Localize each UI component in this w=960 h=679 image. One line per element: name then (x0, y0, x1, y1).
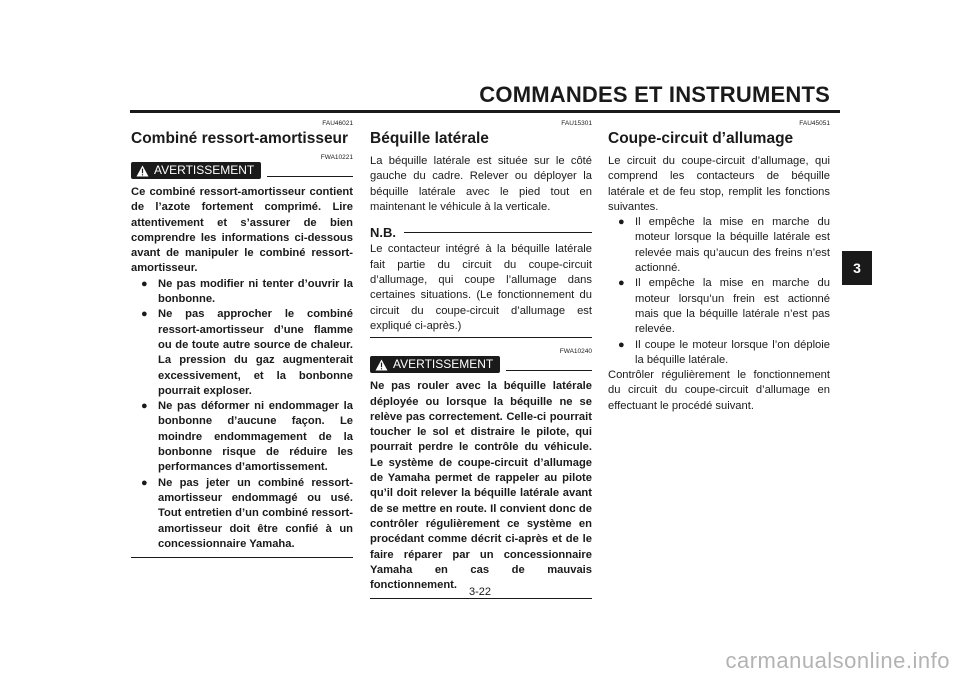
warning-text: Ne pas rouler avec la béquille latérale déployée ou lorsque la béquille ne se relève pas correctement. Celle-ci pourrait toucher le sol et distraire le pilote, qui pourrait perdre le contrôle du véhicule. Le système de coupe-circuit d’allumage de Yamaha permet de rappeler au pilote qu’il doit relever la béquille latérale avant de se mettre en route. Il convient donc de contrôler régulièrement ce système en procédant comme décrit ci-après et de le faire réparer par un concessionnaire Yamaha en cas de mauvais fonctionnement. (370, 380, 592, 592)
warning-code: FWA10240 (559, 348, 592, 356)
reference-code: FAU45051 (799, 120, 830, 127)
list-item: ● Il empêche la mise en marche du moteur lorsque la béquille latérale est relevée mais qu’aucun des freins n’est actionné. (618, 215, 830, 276)
reference-code: FAU46021 (322, 120, 353, 127)
warning-rule (267, 176, 353, 177)
warning-badge (370, 356, 500, 373)
list-item: ● Ne pas jeter un combiné ressort-amortisseur endommagé ou usé. Tout entretien d’un combiné ressort-amortisseur doit être confié à un concessionnaire Yamaha. (141, 476, 353, 552)
list-item: ● Ne pas approcher le combiné ressort-amortisseur d’une flamme ou de toute autre source de chaleur. La pression du gaz augmenterait excessivement, et la bonbonne pourrait exploser. (141, 307, 353, 399)
section-heading: Combiné ressort-amortisseur (131, 130, 349, 147)
function-list (608, 215, 830, 368)
list-item: ● Il empêche la mise en marche du moteur lorsqu’un frein est actionné mais que la béquille latérale n’est pas relevée. (618, 276, 830, 337)
column-ignition-cut-off (608, 120, 830, 414)
warning-text: Ce combiné ressort-amortisseur contient de l’azote fortement comprimé. Lire attentivement et s’assurer de bien comprendre les informations ci-dessous avant de manipuler le combiné ressort-amortisseur. (131, 186, 353, 275)
warning-list (131, 277, 353, 552)
page-section-title: COMMANDES ET INSTRUMENTS (479, 82, 830, 107)
warning-header (131, 154, 353, 179)
warning-rule (506, 370, 592, 371)
note-end-rule (370, 337, 592, 338)
list-item: ● Ne pas déformer ni endommager la bonbonne d’aucune façon. Le moindre endommagement de la bonbonne risque de réduire les performances d’amortissement. (141, 399, 353, 475)
body-paragraph: Contrôler régulièrement le fonctionnement du circuit du coupe-circuit d’allumage en effectuant le procédé suivant. (608, 369, 830, 412)
warning-triangle-icon (375, 359, 388, 371)
page-number: 3-22 (468, 586, 492, 598)
warning-label: AVERTISSEMENT (393, 357, 494, 372)
note-rule (404, 232, 592, 233)
note-text: Le contacteur intégré à la béquille latérale fait partie du circuit du coupe-circuit d’allumage, qui coupe l’allumage dans certaines situations. (Le fonctionnement du circuit du coupe-circuit d’allumage est expliqué ci-après.) (370, 243, 592, 332)
warning-code: FWA10221 (320, 154, 353, 161)
note-label: N.B. (370, 225, 396, 241)
warning-end-rule (131, 557, 353, 558)
chapter-tab[interactable]: 3 (842, 251, 872, 285)
body-paragraph: Le circuit du coupe-circuit d’allumage, qui comprend les contacteurs de béquille latérale et de feu stop, remplit les fonctions suivantes. (608, 155, 830, 213)
header-rule (130, 110, 840, 113)
column-shock-absorber (131, 120, 353, 558)
list-item: ● Il coupe le moteur lorsque l’on déploie la béquille latérale. (618, 338, 830, 369)
warning-header (370, 348, 592, 373)
section-heading: Coupe-circuit d’allumage (608, 130, 794, 147)
warning-badge (131, 162, 261, 179)
section-heading: Béquille latérale (370, 130, 489, 147)
watermark: carmanualsonline.info (725, 648, 950, 673)
column-side-stand (370, 120, 592, 599)
warning-triangle-icon (136, 165, 149, 177)
warning-label: AVERTISSEMENT (154, 163, 255, 177)
list-item: ● Ne pas modifier ni tenter d’ouvrir la bonbonne. (141, 277, 353, 308)
note-header (370, 225, 592, 240)
warning-end-rule (370, 598, 592, 599)
body-paragraph: La béquille latérale est située sur le côté gauche du cadre. Relever ou déployer la béquille latérale avec le pied tout en maintenant le véhicule à la verticale. (370, 155, 592, 213)
reference-code: FAU15301 (561, 120, 592, 127)
